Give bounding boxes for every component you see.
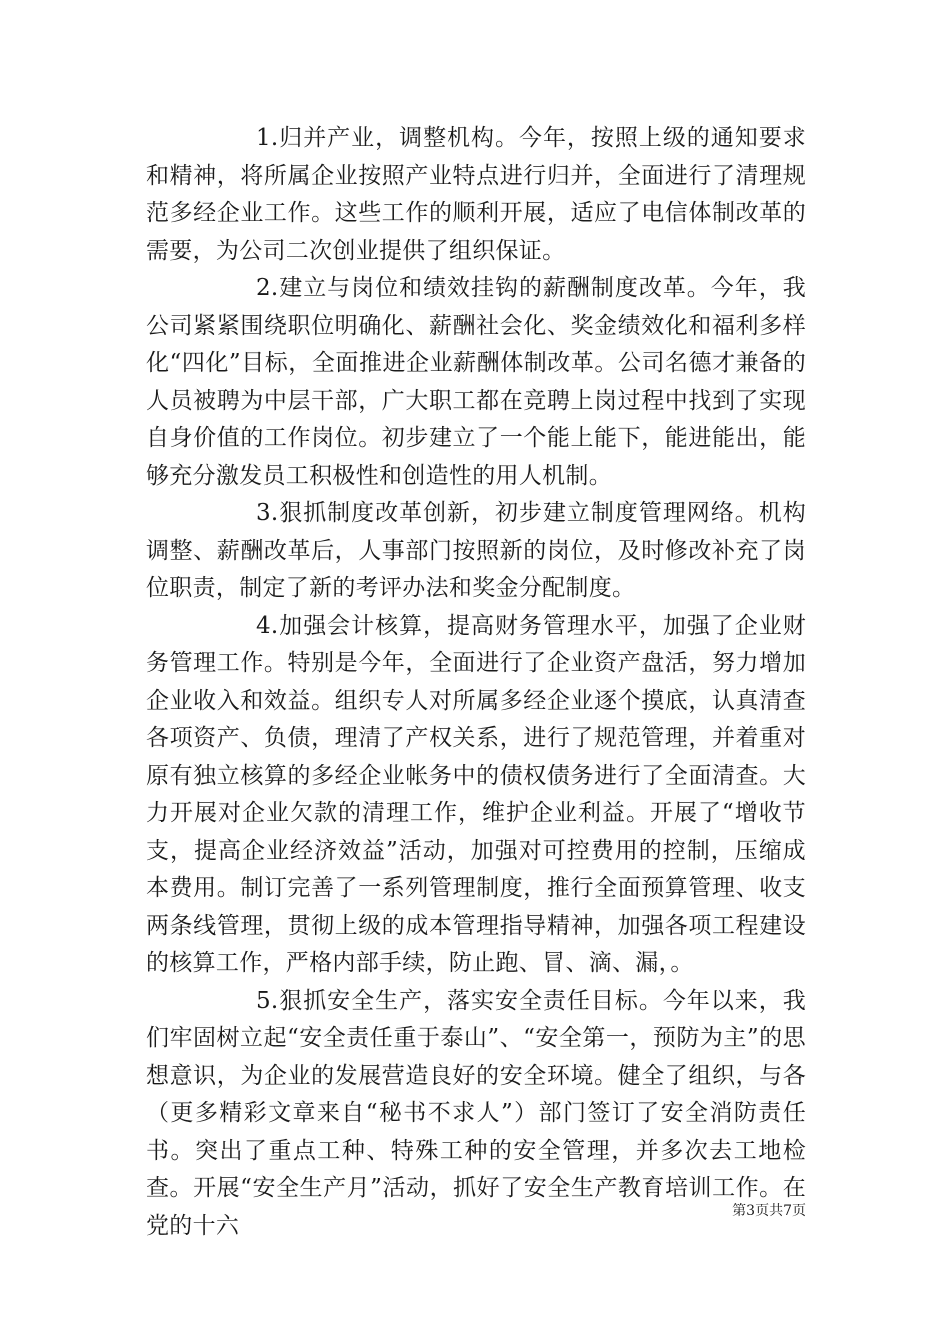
paragraph-5: 5.狠抓安全生产，落实安全责任目标。今年以来，我们牢固树立起“安全责任重于泰山”、“安全第一，预防为主”的思想意识，为企业的发展营造良好的安全环境。健全了组织，与各（更多精彩文章来自“秘书不求人”）部门签订了安全消防责任书。突出了重点工种、特殊工种的安全管理，并多次去工地检查。开展“安全生产月”活动，抓好了安全生产教育培训工作。在党的十六 [146,987,806,1239]
paragraph-2: 2.建立与岗位和绩效挂钩的薪酬制度改革。今年，我公司紧紧围绕职位明确化、薪酬社会化、奖金绩效化和福利多样化“四化”目标，全面推进企业薪酬体制改革。公司名德才兼备的人员被聘为中层干部，广大职工都在竞聘上岗过程中找到了实现自身价值的工作岗位。初步建立了一个能上能下，能进能出，能够充分激发员工积极性和创造性的用人机制。 [146,275,806,489]
paragraph-4: 4.加强会计核算，提高财务管理水平，加强了企业财务管理工作。特别是今年，全面进行了企业资产盘活，努力增加企业收入和效益。组织专人对所属多经企业逐个摸底，认真清查各项资产、负债，理清了产权关系，进行了规范管理，并着重对原有独立核算的多经企业帐务中的债权债务进行了全面清查。大力开展对企业欠款的清理工作，维护企业利益。开展了“增收节支，提高企业经济效益”活动，加强对可控费用的控制，压缩成本费用。制订完善了一系列管理制度，推行全面预算管理、收支两条线管理，贯彻上级的成本管理指导精神，加强各项工程建设的核算工作，严格内部手续，防止跑、冒、滴、漏，。 [146,612,806,976]
paragraph-3: 3.狠抓制度改革创新，初步建立制度管理网络。机构调整、薪酬改革后，人事部门按照新的岗位，及时修改补充了岗位职责，制定了新的考评办法和奖金分配制度。 [146,500,806,601]
document-body [146,120,806,1245]
paragraph-1: 1.归并产业，调整机构。今年，按照上级的通知要求和精神，将所属企业按照产业特点进行归并，全面进行了清理规范多经企业工作。这些工作的顺利开展，适应了电信体制改革的需要，为公司二次创业提供了组织保证。 [146,125,806,264]
page-number: 第3页共7页 [732,1203,806,1219]
